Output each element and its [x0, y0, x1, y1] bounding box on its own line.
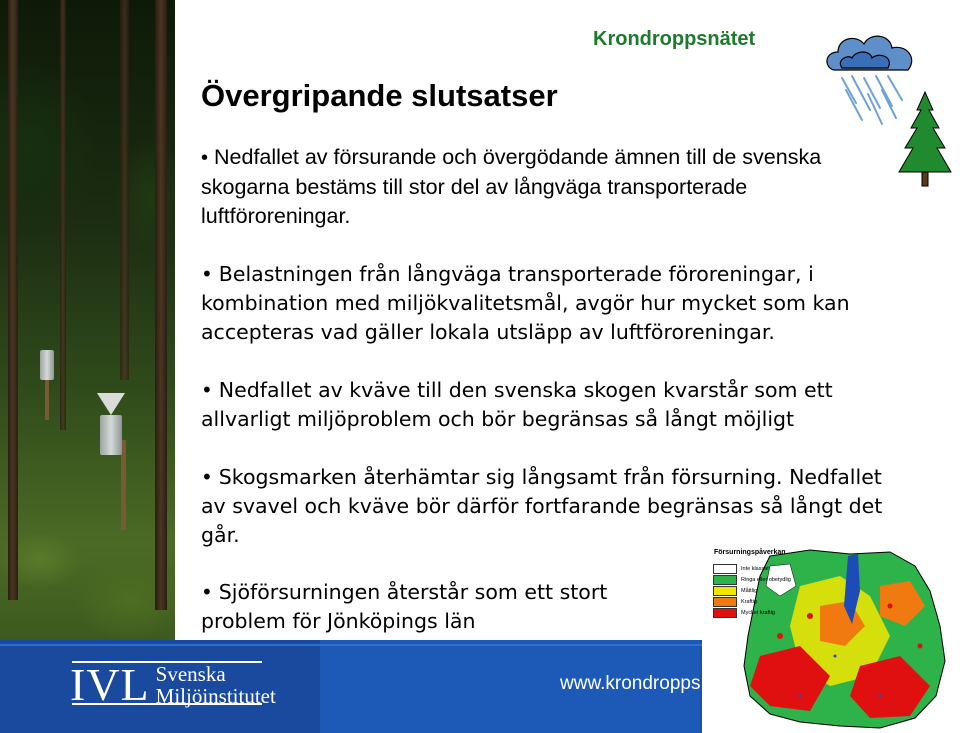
- list-item: • Nedfallet av kväve till den svenska skogen kvarstår som ett allvarligt miljöproblem och bör begränsas så långt möjligt: [201, 378, 833, 431]
- list-item: • Sjöförsurningen återstår som ett stort problem för Jönköpings län: [201, 580, 608, 633]
- legend-item: Inte klassat: [713, 563, 791, 574]
- logo-line-2: Miljöinstitutet: [155, 684, 276, 708]
- legend-item: Mycket kraftig: [713, 607, 791, 618]
- legend-item: Måttlig: [713, 585, 791, 596]
- list-item: • Skogsmarken återhämtar sig långsamt från försurning. Nedfallet av svavel och kväve bör därför fortfarande begränsas så långt det går.: [201, 465, 883, 547]
- brand-name: Krondroppsnätet: [593, 28, 756, 50]
- logo-mark: IVL: [70, 659, 150, 710]
- list-item: • Nedfallet av försurande och övergödande ämnen till de svenska skogarna bestäms till stor del av långväga transporterade luftföroreningar.: [201, 145, 822, 228]
- list-item: • Belastningen från långväga transporterade föroreningar, i kombination med miljökvalitetsmål, avgör hur mycket som kan accepteras vad gäller lokala utsläpp av luftföroreningar.: [201, 262, 850, 344]
- legend-item: Ringa eller obetydlig: [713, 574, 791, 585]
- map-legend: [713, 563, 791, 618]
- legend-item: Kraftig: [713, 596, 791, 607]
- map-legend-title: Försurningspåverkan: [714, 549, 786, 556]
- forest-photo: [0, 0, 175, 640]
- logo-line-1: Svenska: [155, 662, 226, 686]
- page-title: Övergripande slutsatser: [201, 78, 558, 113]
- spruce-tree-icon: [895, 90, 955, 195]
- ivl-logo: [70, 659, 276, 710]
- website-link[interactable]: www.krondropps: [560, 673, 700, 694]
